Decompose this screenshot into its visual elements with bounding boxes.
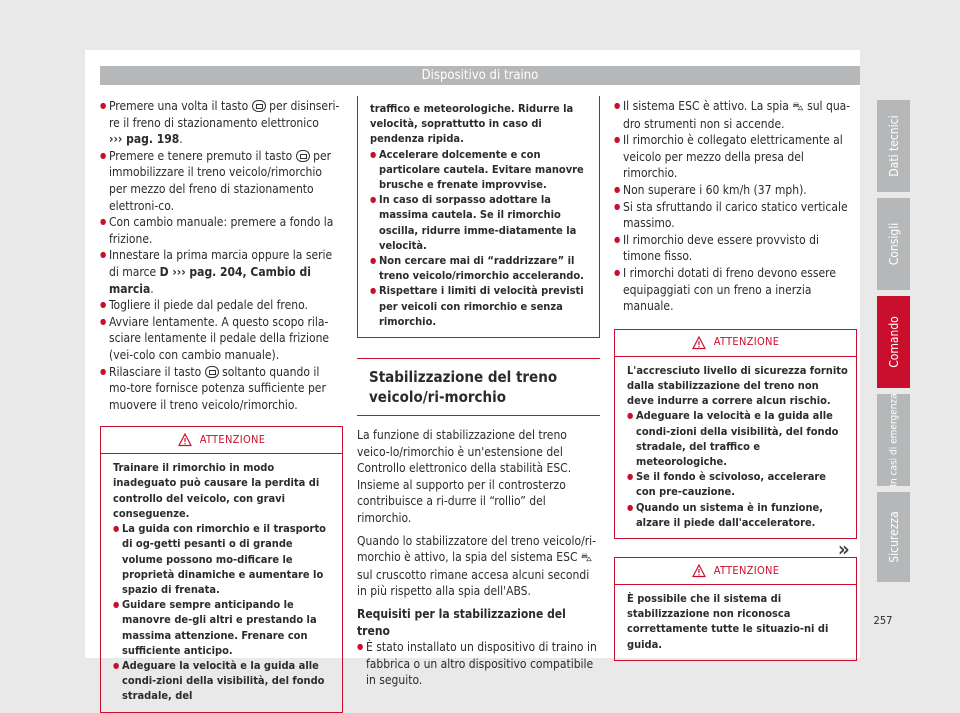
warning-item: ● La guida con rimorchio e il trasporto di og-getti pesanti o di grande volume possono mo-dificare le proprietà dinamiche e aumentare lo spazio di frenata.	[113, 521, 334, 597]
continue-arrow-icon: »	[838, 537, 850, 561]
column-1	[100, 98, 343, 713]
warning-box	[614, 329, 857, 539]
warning-triangle-icon	[178, 433, 192, 447]
page-title: Dispositivo di traino	[100, 66, 860, 85]
column-3	[614, 98, 857, 661]
warning-item: ● Quando un sistema è in funzione, alzare il piede dall'acceleratore.	[627, 500, 848, 530]
warning-title: ATTENZIONE	[713, 563, 780, 577]
warning-text: L'accresciuto livello di sicurezza fornito dalla stabilizzazione del treno non deve indurre a correre alcun rischio.	[627, 363, 848, 408]
warning-text: Trainare il rimorchio in modo inadeguato può causare la perdita di controllo del veicolo, con gravi conseguenze.	[113, 461, 320, 520]
list-item: ● Rilasciare il tasto soltanto quando il mo-tore fornisce potenza sufficiente per muovere il treno veicolo/rimorchio.	[100, 364, 343, 414]
warning-text: traffico e meteorologiche. Ridurre la velocità, soprattutto in caso di pendenza ripida.	[370, 102, 574, 146]
warning-item: ● Rispettare i limiti di velocità previsti per veicoli con rimorchio e senza rimorchio.	[370, 283, 591, 329]
warning-item: ● Se il fondo è scivoloso, accelerare con pre-cauzione.	[627, 469, 848, 499]
list-item: ● Avviare lentamente. A questo scopo rila-sciare lentamente il pedale della frizione (vei-colo con cambio manuale).	[100, 314, 343, 364]
list-item: ● Premere una volta il tasto per disinseri-re il freno di stazionamento elettronico ››› pag. 198.	[100, 98, 343, 148]
column-2	[357, 98, 600, 689]
list-item: ● È stato installato un dispositivo di traino in fabbrica o un altro dispositivo compatibile in seguito.	[357, 639, 600, 689]
warning-text: È possibile che il sistema di stabilizzazione non riconosca correttamente tutte le situazio-ni di guida.	[627, 591, 829, 651]
warning-box	[100, 426, 343, 712]
list-item: ● Con cambio manuale: premere a fondo la frizione.	[100, 214, 343, 247]
tab-sicurezza[interactable]: Sicurezza	[877, 492, 910, 582]
paragraph: Quando lo stabilizzatore del treno veicolo/ri-morchio è attivo, la spia del sistema ESC ⛍ sul cruscotto rimane accesa alcuni secondi in più rispetto alla spia dell'ABS.	[357, 533, 597, 599]
section-title: Stabilizzazione del treno veicolo/ri-morchio	[369, 368, 558, 407]
warning-item: ● Adeguare la velocità e la guida alle condi-zioni della visibilità, del fondo stradale, del traffico e meteorologiche.	[627, 408, 848, 469]
warning-item: ● In caso di sorpasso adottare la massima cautela. Se il rimorchio oscilla, ridurre imme-diatamente la velocità.	[370, 192, 591, 253]
parking-brake-button-icon	[252, 100, 266, 112]
parking-brake-button-icon	[296, 150, 310, 162]
list-item: ● Si sta sfruttando il carico statico verticale massimo.	[614, 199, 857, 232]
warning-box-continued	[357, 96, 600, 338]
parking-brake-button-icon	[205, 366, 219, 378]
tab-consigli[interactable]: Consigli	[877, 198, 910, 290]
warning-triangle-icon	[692, 564, 706, 578]
list-item: ● I rimorchi dotati di freno devono essere equipaggiati con un freno a inerzia manuale.	[614, 265, 857, 315]
warning-item: ● Adeguare la velocità e la guida alle condi-zioni della visibilità, del fondo stradale, del	[113, 658, 334, 704]
list-item: ● Togliere il piede dal pedale del freno.	[100, 297, 343, 314]
warning-item: ● Accelerare dolcemente e con particolare cautela. Evitare manovre brusche e frenate improvvise.	[370, 147, 591, 193]
list-item: ● Premere e tenere premuto il tasto per immobilizzare il treno veicolo/rimorchio per mezzo del freno di stazionamento elettroni-co.	[100, 148, 343, 214]
warning-triangle-icon	[692, 336, 706, 350]
subheading: Requisiti per la stabilizzazione del treno	[357, 606, 566, 638]
paragraph: La funzione di stabilizzazione del treno veico-lo/rimorchio è un'estensione del Controllo elettronico della stabilità ESC. Insieme al supporto per il controsterzo contribuisce a ri-durre il “rollio” del rimorchio.	[357, 428, 572, 526]
list-item: ● Innestare la prima marcia oppure la serie di marce D ››› pag. 204, Cambio di marcia.	[100, 247, 343, 297]
warning-title: ATTENZIONE	[713, 335, 780, 349]
esc-off-light-icon: ⛍	[792, 100, 804, 113]
list-item: ● Non superare i 60 km/h (37 mph).	[614, 182, 857, 199]
list-item: ● Il sistema ESC è attivo. La spia ⛍ sul qua-dro strumenti non si accende.	[614, 98, 857, 132]
warning-item: ● Non cercare mai di “raddrizzare” il treno veicolo/rimorchio accelerando.	[370, 253, 591, 283]
page-number: 257	[873, 614, 893, 627]
tab-dati-tecnici[interactable]: Dati tecnici	[877, 100, 910, 192]
esc-warning-light-icon: ⛍	[580, 551, 593, 565]
tab-comando[interactable]: Comando	[877, 296, 910, 388]
warning-title: ATTENZIONE	[199, 432, 266, 446]
list-item: ● Il rimorchio deve essere provvisto di timone fisso.	[614, 232, 857, 265]
tab-emergenza[interactable]: In casi di emergenza	[877, 394, 910, 486]
list-item: ● Il rimorchio è collegato elettricamente al veicolo per mezzo della presa del rimorchio.	[614, 132, 857, 182]
warning-item: ● Guidare sempre anticipando le manovre de-gli altri e prestando la massima attenzione. Frenare con sufficiente anticipo.	[113, 597, 334, 658]
warning-box	[614, 557, 857, 661]
page-reference[interactable]: ››› pag. 198	[109, 132, 180, 147]
page-reference[interactable]: D ››› pag. 204, Cambio di marcia	[109, 264, 311, 296]
